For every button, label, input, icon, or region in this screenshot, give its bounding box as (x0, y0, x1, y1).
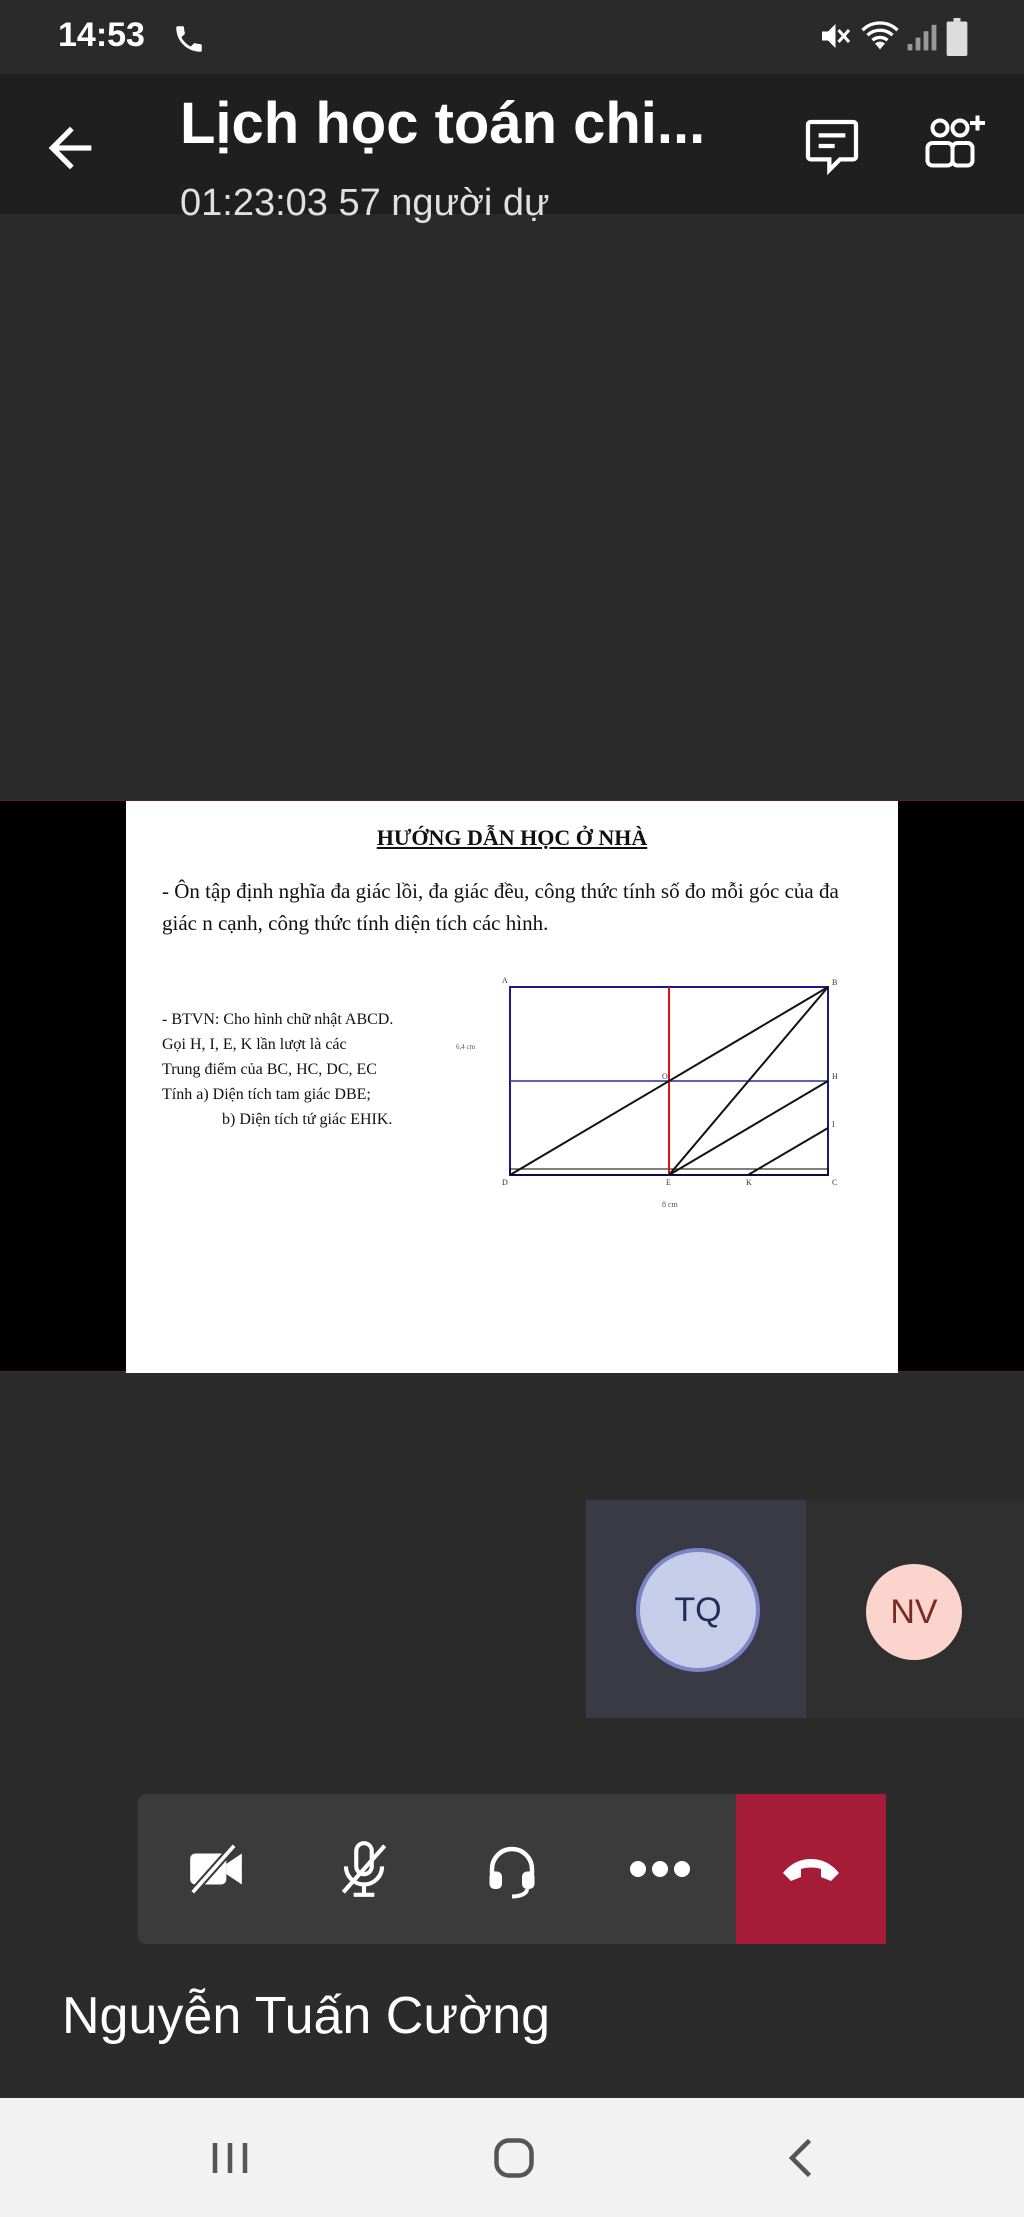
chat-button[interactable] (800, 114, 864, 178)
label-d: D (502, 1178, 508, 1187)
homework-line: Gọi H, I, E, K lần lượt là các (162, 1036, 347, 1053)
label-a: A (502, 976, 508, 985)
label-i: I (832, 1120, 835, 1129)
camera-toggle-button[interactable] (156, 1794, 276, 1944)
camera-off-icon (185, 1838, 247, 1900)
home-icon (484, 2128, 544, 2188)
mic-toggle-button[interactable] (304, 1794, 424, 1944)
label-h: H (832, 1072, 838, 1081)
phone-call-icon (172, 22, 206, 56)
slide-homework (162, 1007, 492, 1132)
audio-output-button[interactable] (452, 1794, 572, 1944)
geometry-figure (456, 969, 896, 1219)
add-people-icon (920, 108, 990, 178)
label-height: 6,4 cm (456, 1043, 476, 1051)
segment-eh (669, 1081, 828, 1175)
homework-line: Tính a) Diện tích tam giác DBE; (162, 1086, 371, 1103)
recent-apps-button[interactable] (200, 2128, 260, 2188)
homework-line: Trung điểm của BC, HC, DC, EC (162, 1061, 377, 1078)
label-k: K (746, 1178, 752, 1187)
label-o: O (662, 1072, 668, 1081)
slide-title: HƯỚNG DẪN HỌC Ở NHÀ (376, 825, 648, 850)
battery-icon (946, 18, 968, 56)
homework-line: - BTVN: Cho hình chữ nhật ABCD. (162, 1011, 394, 1028)
segment-ki (748, 1128, 828, 1175)
avatar: NV (866, 1564, 962, 1660)
status-bar (0, 0, 1024, 74)
arrow-left-icon (38, 116, 102, 180)
status-time: 14:53 (58, 16, 145, 54)
more-options-button[interactable] (600, 1794, 720, 1944)
meeting-header (0, 74, 1024, 224)
participant-tile-tq[interactable] (586, 1500, 806, 1718)
hang-up-button[interactable] (736, 1794, 886, 1944)
signal-icon (906, 18, 938, 54)
call-controls (138, 1794, 886, 1944)
shared-screen-stage (0, 800, 1024, 1372)
meeting-duration-participants: 01:23:03 57 người dự (180, 182, 550, 224)
chat-icon (800, 114, 864, 178)
homework-line: b) Diện tích tứ giác EHIK. (222, 1111, 393, 1128)
more-icon (628, 1859, 692, 1879)
hang-up-icon (779, 1849, 843, 1889)
add-people-button[interactable] (920, 108, 990, 178)
recent-apps-icon (200, 2128, 260, 2188)
mute-icon (816, 18, 852, 54)
local-user-name: Nguyễn Tuấn Cường (62, 1987, 551, 2045)
headset-icon (482, 1839, 542, 1899)
back-button[interactable] (38, 116, 102, 180)
wifi-icon (860, 18, 900, 54)
slide-paragraph: - Ôn tập định nghĩa đa giác lồi, đa giác đều, công thức tính số đo mỗi góc của đa giác n cạnh, công thức tính diện tích các hình. (162, 879, 839, 935)
label-width: 8 cm (662, 1200, 678, 1209)
shared-slide (126, 801, 898, 1373)
home-button[interactable] (484, 2128, 544, 2188)
participant-tile-nv[interactable] (806, 1500, 1024, 1718)
back-nav-icon (772, 2128, 832, 2188)
label-b: B (832, 978, 838, 987)
back-nav-button[interactable] (772, 2128, 832, 2188)
system-nav-bar (0, 2098, 1024, 2217)
meeting-title: Lịch học toán chi... (180, 91, 706, 156)
label-e: E (666, 1178, 671, 1187)
avatar: TQ (640, 1552, 756, 1668)
mic-off-icon (333, 1838, 395, 1900)
label-c: C (832, 1178, 838, 1187)
